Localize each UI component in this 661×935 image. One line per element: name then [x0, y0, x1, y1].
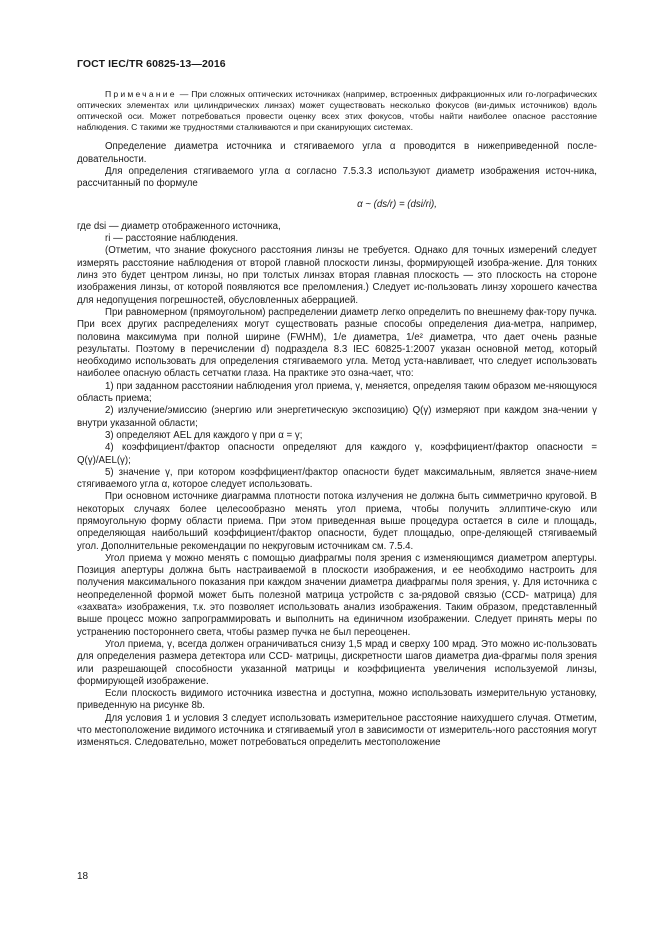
note-text: — При сложных оптических источниках (например, встроенных дифракционных или го-лографических оптических элементах или цилиндрических линзах) может существовать несколько фокусов (ви-димых источников) вдоль оптической оси. Может потребоваться провести оценку всех этих фокусов, чтобы найти наиболее опасное расстояние наблюдения. С такими же трудностями сталкиваются и при сканирующих системах.: [77, 89, 597, 133]
definition-1: где dsi — диаметр отображенного источника,: [77, 220, 281, 232]
paragraph-1: Определение диаметра источника и стягиваемого угла α проводится в нижеприведенной после-довательности.: [77, 141, 597, 165]
list-item-1: 1) при заданном расстоянии наблюдения угол приема, γ, меняется, определяя таким образом ме-няющуюся область приема;: [77, 380, 597, 405]
paragraph-9: Для условия 1 и условия 3 следует использовать измерительное расстояние наихудшего случая. Отметим, что местоположение видимого источника и стягиваемый угол в зависимости от измеритель-ного расстояния могут изменяться. Следовательно, может потребоваться определить местоположение: [77, 712, 597, 749]
paragraph-4: При равномерном (прямоугольном) распределении диаметр легко определить по внешнему фак-тору пучка. При всех других распределениях могут существовать разные способы определения диа-метра, например, половина максимума при полной ширине (FWHM), 1/e диаметра, 1/e² диаметра, что дает очень разные результаты. Поэтому в перечислении d) подраздела 8.3 IEC 60825-1:2007 указан основной метод, который необходимо использовать для определения стягиваемого угла. Метод уста-навливает, что следует использовать наиболее опасную область сетчатки глаза. На практике это озна-чает, что:: [77, 306, 597, 380]
paragraph-2: Для определения стягиваемого угла α согласно 7.5.3.3 используют диаметр изображения источ-ника, рассчитанный по формуле: [77, 165, 597, 190]
definition-2: ri — расстояние наблюдения.: [105, 233, 239, 245]
paragraph-6: Угол приема γ можно менять с помощью диафрагмы поля зрения с изменяющимся диаметром апертуры. Позиция апертуры должна быть настраиваемой в плоскости изображения, и ее необходимо настроить для получения максимального показания при каждом значении диаметра диафрагмы поля зрения, γ. Для источника с неопределенной формой может быть полезной матрица устройств с за-рядовой связью (CCD- матрица) для «захвата» изображения, т.к. это позволяет использовать анализ изображения. Таким образом, представленный выше процесс можно запрограммировать и выполнить на единичном изображении. Следует принять меры по устранению постороннего света, чтобы размер пучка не был переоценен.: [77, 552, 597, 638]
list-item-2: 2) излучение/эмиссию (энергию или энергетическую экспозицию) Q(γ) измеряют при каждом зна-чении γ внутри указанной области;: [77, 405, 597, 429]
list-item-3: 3) определяют AEL для каждого γ при α = γ;: [105, 429, 303, 441]
paragraph-7: Угол приема, γ, всегда должен ограничиваться снизу 1,5 мрад и сверху 100 мрад. Это можно ис-пользовать для определения размера детектора или CCD- матрицы, дискретности шагов диаметра диа-фрагмы поля зрения или разрешающей способности указанной матрицы и коэффициента увеличения используемой линзы, формирующей изображение.: [77, 638, 597, 687]
paragraph-3: (Отметим, что знание фокусного расстояния линзы не требуется. Однако для точных измерений следует измерять расстояние наблюдения от второй главной плоскости линзы, формирующей изобра-жение. Для тонких линз это будет центром линзы, но при толстых линзах вторая главная плоскость — это плоскость на стороне изображения линзы, от которой появляются все преломления.) Следует ис-пользовать линзу хорошего качества для недопущения погрешностей, обусловленных аберрацией.: [77, 245, 597, 306]
page-body: [77, 89, 597, 750]
standard-header: ГОСТ IEC/TR 60825-13—2016: [77, 58, 226, 70]
list-item-4: 4) коэффициент/фактор опасности определяют для каждого γ, коэффициент/фактор опасности = Q(γ)/AEL(γ);: [77, 442, 597, 466]
paragraph-8: Если плоскость видимого источника известна и доступна, можно использовать измерительную установку, приведенную на рисунке 8b.: [77, 688, 597, 712]
note-label: Примечание: [105, 89, 177, 99]
formula: α ~ (ds/r) = (dsi/ri),: [357, 198, 437, 210]
page-number: 18: [77, 871, 89, 882]
list-item-5: 5) значение γ, при котором коэффициент/фактор опасности будет максимальным, является значе-нием стягиваемого угла α, которое следует использовать.: [77, 466, 597, 491]
paragraph-5: При основном источнике диаграмма плотности потока излучения не должна быть симметрично круговой. В некоторых случаях более целесообразно менять угол приема, чтобы получить эллиптиче-скую или прямоугольную форму области приема. При этом приведенная выше процедура остается в силе и площадь, определяющая наибольший коэффициент/фактор опасности, будет площадью, опре-деляющей стягиваемый угол. Дополнительные рекомендации по некруговым источникам см. 7.5.4.: [77, 491, 597, 552]
note-paragraph: [77, 89, 597, 133]
